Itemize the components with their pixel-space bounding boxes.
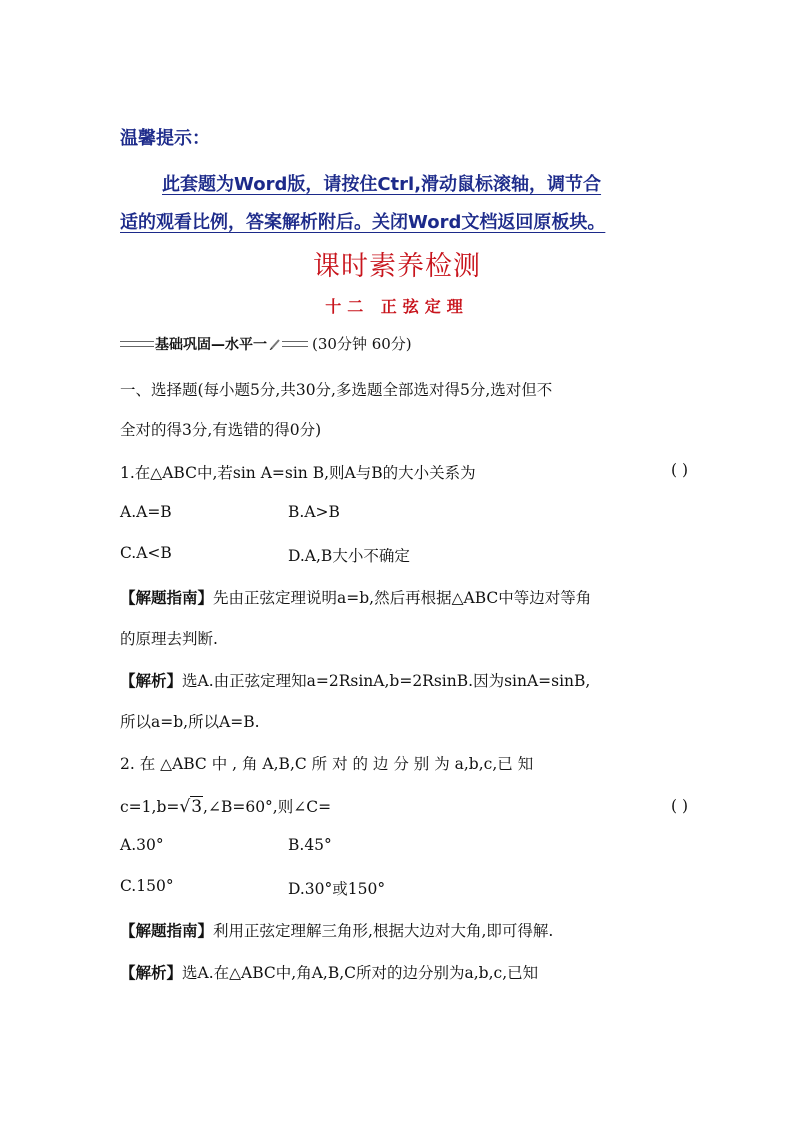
question-1-answer-blank: ( )	[671, 461, 689, 479]
question-2-answer-blank: ( )	[671, 797, 689, 815]
section-header	[120, 333, 412, 354]
stem-pre: c=1,b=	[120, 798, 180, 816]
notice-line-1: 此套题为Word版，请按住Ctrl,滑动鼠标滚轴，调节合	[162, 174, 602, 195]
section-time: (30分钟 60分)	[312, 335, 412, 353]
question-2-guide	[120, 919, 553, 941]
guide-label: 【解题指南】	[120, 589, 214, 607]
analysis-text: 选A.由正弦定理知a=2RsinA,b=2RsinB.因为sinA=sinB,	[182, 672, 591, 690]
guide-label: 【解题指南】	[120, 922, 214, 940]
question-1-option-a: A.A=B	[120, 503, 172, 521]
pencil-icon	[269, 338, 281, 350]
question-2-option-a: A.30°	[120, 836, 164, 854]
analysis-label: 【解析】	[120, 964, 183, 982]
question-2-option-b: B.45°	[288, 836, 332, 854]
part-heading-line-1: 一、选择题(每小题5分,共30分,多选题全部选对得5分,选对但不	[120, 381, 553, 399]
guide-text: 利用正弦定理解三角形,根据大边对大角,即可得解.	[213, 922, 554, 940]
question-1-analysis-line-2: 所以a=b,所以A=B.	[120, 713, 260, 731]
analysis-text: 选A.在△ABC中,角A,B,C所对的边分别为a,b,c,已知	[182, 964, 539, 982]
stem-post: ,∠B=60°,则∠C=	[203, 798, 332, 816]
question-1-stem: 1.在△ABC中,若sin A=sin B,则A与B的大小关系为	[120, 464, 476, 482]
question-1-option-b: B.A>B	[288, 503, 340, 521]
question-2-analysis	[120, 961, 538, 983]
question-2-option-d: D.30°或150°	[288, 880, 386, 898]
page-subtitle: 十二 正弦定理	[325, 297, 469, 316]
sqrt-symbol: √3	[179, 797, 203, 817]
divider-right	[282, 341, 308, 347]
divider-left	[120, 341, 154, 347]
sqrt-value: 3	[191, 797, 203, 817]
question-1-guide	[120, 586, 591, 608]
part-heading-line-2: 全对的得3分,有选错的得0分)	[120, 421, 322, 439]
question-2-option-c: C.150°	[120, 877, 174, 895]
page-title: 课时素养检测	[313, 251, 481, 282]
notice-title: 温馨提示：	[120, 128, 210, 149]
question-2-stem-line-1: 2. 在 △ABC 中 , 角 A,B,C 所 对 的 边 分 别 为 a,b,c,已 知	[120, 755, 534, 773]
question-1-guide-line-2: 的原理去判断.	[120, 630, 218, 648]
guide-text: 先由正弦定理说明a=b,然后再根据△ABC中等边对等角	[213, 589, 592, 607]
notice-line-2: 适的观看比例，答案解析附后。关闭Word文档返回原板块。	[120, 212, 606, 233]
question-2-stem-line-2	[120, 795, 331, 817]
question-1-analysis	[120, 669, 590, 691]
question-1-option-c: C.A<B	[120, 544, 172, 562]
analysis-label: 【解析】	[120, 672, 183, 690]
section-label: 基础巩固—水平一	[155, 336, 267, 353]
question-1-option-d: D.A,B大小不确定	[288, 547, 410, 565]
